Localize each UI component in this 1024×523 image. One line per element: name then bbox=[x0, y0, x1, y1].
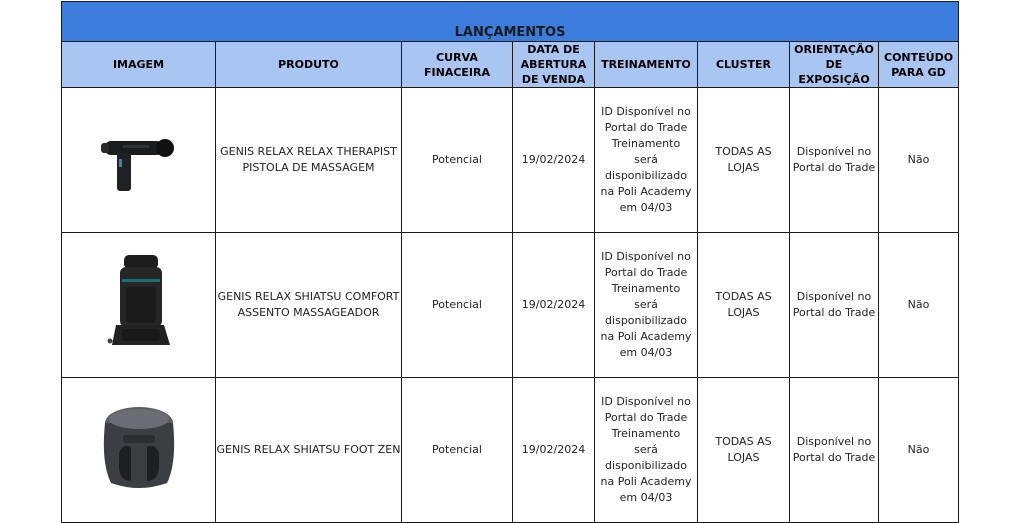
curva-value: Potencial bbox=[402, 378, 513, 523]
gd-content: Não bbox=[879, 378, 959, 523]
product-image-cell bbox=[62, 233, 216, 378]
table-title: LANÇAMENTOS bbox=[62, 2, 959, 42]
launch-table bbox=[61, 1, 959, 523]
sale-date: 19/02/2024 bbox=[513, 233, 595, 378]
header-orientacao: ORIENTAÇÃO DE EXPOSIÇÃO bbox=[790, 42, 879, 88]
exposure-orientation: Disponível no Portal do Trade bbox=[790, 378, 879, 523]
header-curva: CURVA FINACEIRA bbox=[402, 42, 513, 88]
massage-gun-icon bbox=[99, 123, 179, 193]
exposure-orientation: Disponível no Portal do Trade bbox=[790, 88, 879, 233]
training-info: ID Disponível no Portal do Trade Treinamento será disponibilizado na Poli Academy em 04/03 bbox=[595, 378, 698, 523]
product-name: GENIS RELAX SHIATSU FOOT ZEN bbox=[216, 378, 402, 523]
product-image-cell bbox=[62, 378, 216, 523]
header-row bbox=[62, 42, 959, 88]
foot-massager-icon bbox=[97, 403, 181, 493]
training-info: ID Disponível no Portal do Trade Treinamento será disponibilizado na Poli Academy em 04/03 bbox=[595, 233, 698, 378]
gd-content: Não bbox=[879, 233, 959, 378]
header-treinamento: TREINAMENTO bbox=[595, 42, 698, 88]
product-image-cell bbox=[62, 88, 216, 233]
cluster-value: TODAS AS LOJAS bbox=[698, 88, 790, 233]
product-name: GENIS RELAX SHIATSU COMFORT ASSENTO MASSAGEADOR bbox=[216, 233, 402, 378]
curva-value: Potencial bbox=[402, 233, 513, 378]
launch-sheet bbox=[61, 1, 958, 523]
table-row bbox=[62, 233, 959, 378]
table-row bbox=[62, 378, 959, 523]
sale-date: 19/02/2024 bbox=[513, 378, 595, 523]
cluster-value: TODAS AS LOJAS bbox=[698, 233, 790, 378]
exposure-orientation: Disponível no Portal do Trade bbox=[790, 233, 879, 378]
table-row bbox=[62, 88, 959, 233]
gd-content: Não bbox=[879, 88, 959, 233]
product-name: GENIS RELAX RELAX THERAPIST PISTOLA DE MASSAGEM bbox=[216, 88, 402, 233]
header-cluster: CLUSTER bbox=[698, 42, 790, 88]
training-info: ID Disponível no Portal do Trade Treinamento será disponibilizado na Poli Academy em 04/03 bbox=[595, 88, 698, 233]
curva-value: Potencial bbox=[402, 88, 513, 233]
sale-date: 19/02/2024 bbox=[513, 88, 595, 233]
cluster-value: TODAS AS LOJAS bbox=[698, 378, 790, 523]
seat-massager-icon bbox=[104, 253, 174, 353]
header-data: DATA DE ABERTURA DE VENDA bbox=[513, 42, 595, 88]
header-imagem: IMAGEM bbox=[62, 42, 216, 88]
header-produto: PRODUTO bbox=[216, 42, 402, 88]
header-conteudo: CONTEÚDO PARA GD bbox=[879, 42, 959, 88]
